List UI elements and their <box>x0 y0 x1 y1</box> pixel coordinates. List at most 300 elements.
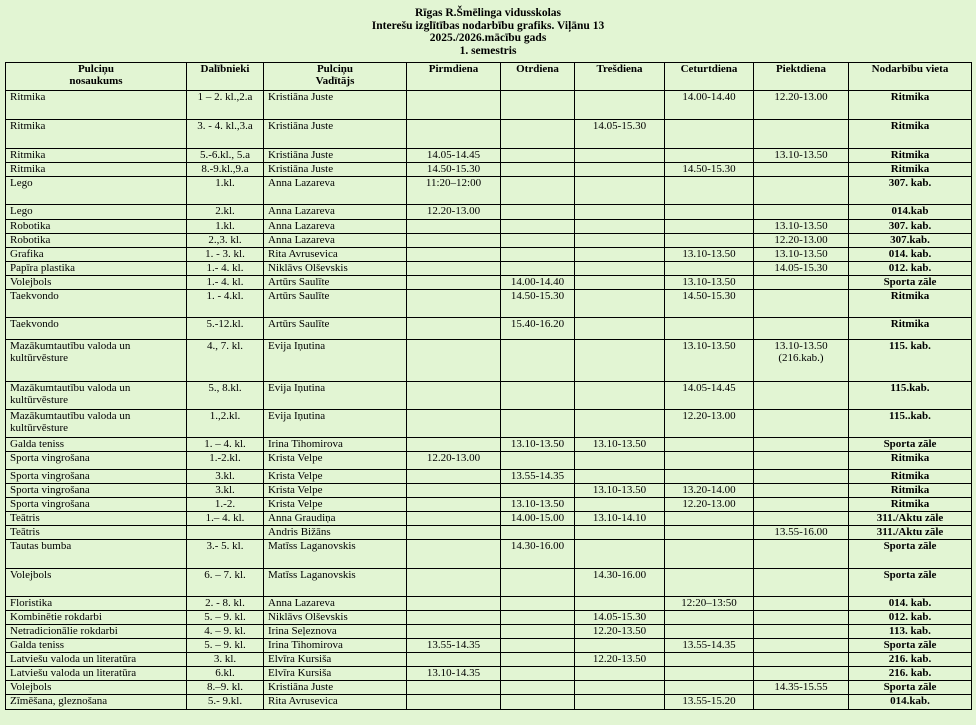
leader-cell: Artūrs Saulīte <box>264 290 407 318</box>
participants-cell: 5.-12.kl. <box>187 318 264 340</box>
friday-cell: 13.10-13.50 <box>754 149 849 163</box>
friday-cell: 13.55-16.00 <box>754 526 849 540</box>
friday-cell <box>754 540 849 569</box>
thursday-cell: 14.50-15.30 <box>665 163 754 177</box>
friday-cell <box>754 410 849 438</box>
location-cell: 115..kab. <box>849 410 972 438</box>
club-name-cell: Taekvondo <box>6 318 187 340</box>
col-header-participants: Dalībnieki <box>187 63 264 91</box>
participants-cell: 2.,3. kl. <box>187 234 264 248</box>
leader-cell: Evija Iņutina <box>264 340 407 382</box>
monday-cell <box>407 410 501 438</box>
wednesday-cell: 14.30-16.00 <box>575 569 665 597</box>
thursday-cell <box>665 177 754 205</box>
leader-cell: Artūrs Saulīte <box>264 276 407 290</box>
wednesday-cell <box>575 205 665 220</box>
participants-cell: 3.kl. <box>187 484 264 498</box>
club-name-cell: Latviešu valoda un literatūra <box>6 653 187 667</box>
tuesday-cell <box>501 234 575 248</box>
friday-cell <box>754 569 849 597</box>
col-header-monday: Pirmdiena <box>407 63 501 91</box>
participants-cell: 5., 8.kl. <box>187 382 264 410</box>
location-cell: 014. kab. <box>849 248 972 262</box>
monday-cell <box>407 290 501 318</box>
thursday-cell <box>665 262 754 276</box>
friday-cell <box>754 653 849 667</box>
monday-cell <box>407 438 501 452</box>
thursday-cell <box>665 120 754 149</box>
thursday-cell <box>665 625 754 639</box>
club-name-cell: Teātris <box>6 512 187 526</box>
friday-cell <box>754 120 849 149</box>
wednesday-cell <box>575 681 665 695</box>
wednesday-cell: 13.10-13.50 <box>575 438 665 452</box>
leader-cell: Irina Seļeznova <box>264 625 407 639</box>
location-cell: 014. kab. <box>849 597 972 611</box>
table-row <box>6 248 972 262</box>
leader-cell: Kristiāna Juste <box>264 149 407 163</box>
tuesday-cell <box>501 248 575 262</box>
club-name-cell: Mazākumtautību valoda un kultūrvēsture <box>6 410 187 438</box>
thursday-cell: 13.20-14.00 <box>665 484 754 498</box>
table-row <box>6 569 972 597</box>
thursday-cell: 14.05-14.45 <box>665 382 754 410</box>
wednesday-cell <box>575 498 665 512</box>
club-name-cell: Volejbols <box>6 681 187 695</box>
friday-cell <box>754 290 849 318</box>
monday-cell <box>407 611 501 625</box>
club-name-cell: Galda teniss <box>6 438 187 452</box>
participants-cell: 5.-6.kl., 5.a <box>187 149 264 163</box>
participants-cell: 1. - 3. kl. <box>187 248 264 262</box>
participants-cell: 8.-9.kl.,9.a <box>187 163 264 177</box>
monday-cell: 12.20-13.00 <box>407 205 501 220</box>
friday-cell: 13.10-13.50 <box>754 248 849 262</box>
table-row <box>6 611 972 625</box>
tuesday-cell <box>501 177 575 205</box>
monday-cell: 14.05-14.45 <box>407 149 501 163</box>
club-name-cell: Lego <box>6 205 187 220</box>
tuesday-cell: 13.10-13.50 <box>501 438 575 452</box>
friday-cell: 12.20-13.00 <box>754 234 849 248</box>
wednesday-cell <box>575 149 665 163</box>
friday-cell <box>754 512 849 526</box>
location-cell: 311./Aktu zāle <box>849 526 972 540</box>
monday-cell <box>407 120 501 149</box>
thursday-cell <box>665 205 754 220</box>
participants-cell: 1.– 4. kl. <box>187 512 264 526</box>
friday-cell <box>754 639 849 653</box>
friday-cell <box>754 382 849 410</box>
col-header-leader: Pulciņu Vadītājs <box>264 63 407 91</box>
monday-cell <box>407 318 501 340</box>
wednesday-cell <box>575 234 665 248</box>
table-row <box>6 498 972 512</box>
tuesday-cell: 15.40-16.20 <box>501 318 575 340</box>
wednesday-cell <box>575 177 665 205</box>
wednesday-cell <box>575 597 665 611</box>
wednesday-cell: 12.20-13.50 <box>575 653 665 667</box>
club-name-cell: Floristika <box>6 597 187 611</box>
table-row <box>6 290 972 318</box>
leader-cell: Kristiāna Juste <box>264 91 407 120</box>
wednesday-cell <box>575 220 665 234</box>
monday-cell <box>407 695 501 710</box>
school-year: 2025./2026.mācību gads <box>429 32 547 44</box>
participants-cell: 1.- 4. kl. <box>187 276 264 290</box>
col-header-friday: Piektdiena <box>754 63 849 91</box>
friday-cell <box>754 625 849 639</box>
location-cell: 307. kab. <box>849 177 972 205</box>
table-row <box>6 653 972 667</box>
location-cell: Ritmika <box>849 149 972 163</box>
location-cell: 216. kab. <box>849 653 972 667</box>
tuesday-cell: 14.30-16.00 <box>501 540 575 569</box>
tuesday-cell <box>501 526 575 540</box>
table-row <box>6 639 972 653</box>
leader-cell: Anna Graudiņa <box>264 512 407 526</box>
location-cell: 014.kab <box>849 205 972 220</box>
club-name-cell: Volejbols <box>6 276 187 290</box>
participants-cell: 8.–9. kl. <box>187 681 264 695</box>
monday-cell <box>407 220 501 234</box>
monday-cell <box>407 526 501 540</box>
header-row <box>6 63 972 91</box>
leader-cell: Anna Lazareva <box>264 597 407 611</box>
monday-cell: 13.10-14.35 <box>407 667 501 681</box>
leader-cell: Matīss Laganovskis <box>264 540 407 569</box>
participants-cell: 4. – 9. kl. <box>187 625 264 639</box>
participants-cell: 1.-2. <box>187 498 264 512</box>
participants-cell: 2.kl. <box>187 205 264 220</box>
leader-cell: Kristiāna Juste <box>264 120 407 149</box>
wednesday-cell <box>575 452 665 470</box>
leader-cell: Anna Lazareva <box>264 205 407 220</box>
club-name-cell: Grafika <box>6 248 187 262</box>
location-cell: 115. kab. <box>849 340 972 382</box>
friday-cell <box>754 163 849 177</box>
location-cell: Sporta zāle <box>849 639 972 653</box>
monday-cell <box>407 512 501 526</box>
monday-cell <box>407 248 501 262</box>
monday-cell <box>407 540 501 569</box>
leader-cell: Artūrs Saulīte <box>264 318 407 340</box>
tuesday-cell <box>501 91 575 120</box>
tuesday-cell: 13.55-14.35 <box>501 470 575 484</box>
club-name-cell: Sporta vingrošana <box>6 452 187 470</box>
participants-cell: 1.,2.kl. <box>187 410 264 438</box>
participants-cell: 1.- 4. kl. <box>187 262 264 276</box>
wednesday-cell <box>575 91 665 120</box>
thursday-cell <box>665 681 754 695</box>
leader-cell: Kristiāna Juste <box>264 163 407 177</box>
thursday-cell: 13.55-15.20 <box>665 695 754 710</box>
wednesday-cell <box>575 248 665 262</box>
table-row <box>6 512 972 526</box>
monday-cell <box>407 484 501 498</box>
monday-cell <box>407 262 501 276</box>
location-cell: Ritmika <box>849 452 972 470</box>
leader-cell: Elvīra Kursiša <box>264 667 407 681</box>
thursday-cell: 14.50-15.30 <box>665 290 754 318</box>
location-cell: 307. kab. <box>849 220 972 234</box>
thursday-cell <box>665 569 754 597</box>
thursday-cell: 13.10-13.50 <box>665 276 754 290</box>
wednesday-cell: 13.10-14.10 <box>575 512 665 526</box>
wednesday-cell: 13.10-13.50 <box>575 484 665 498</box>
club-name-cell: Netradicionālie rokdarbi <box>6 625 187 639</box>
document-header <box>0 0 976 57</box>
wednesday-cell: 14.05-15.30 <box>575 120 665 149</box>
table-row <box>6 340 972 382</box>
club-name-cell: Latviešu valoda un literatūra <box>6 667 187 681</box>
tuesday-cell: 13.10-13.50 <box>501 498 575 512</box>
leader-cell: Krista Velpe <box>264 452 407 470</box>
monday-cell <box>407 569 501 597</box>
friday-cell <box>754 470 849 484</box>
leader-cell: Kristiāna Juste <box>264 681 407 695</box>
leader-cell: Elvīra Kursiša <box>264 653 407 667</box>
monday-cell: 14.50-15.30 <box>407 163 501 177</box>
location-cell: Ritmika <box>849 498 972 512</box>
location-cell: Ritmika <box>849 484 972 498</box>
participants-cell: 3. kl. <box>187 653 264 667</box>
monday-cell <box>407 234 501 248</box>
thursday-cell: 12.20-13.00 <box>665 498 754 512</box>
wednesday-cell: 14.05-15.30 <box>575 611 665 625</box>
wednesday-cell <box>575 695 665 710</box>
club-name-cell: Mazākumtautību valoda un kultūrvēsture <box>6 382 187 410</box>
monday-cell <box>407 470 501 484</box>
participants-cell: 1. – 4. kl. <box>187 438 264 452</box>
participants-cell: 1.-2.kl. <box>187 452 264 470</box>
table-row <box>6 625 972 639</box>
tuesday-cell <box>501 120 575 149</box>
monday-cell: 13.55-14.35 <box>407 639 501 653</box>
thursday-cell <box>665 234 754 248</box>
club-name-cell: Robotika <box>6 220 187 234</box>
friday-cell <box>754 498 849 512</box>
thursday-cell <box>665 470 754 484</box>
leader-cell: Evija Iņutina <box>264 382 407 410</box>
table-row <box>6 410 972 438</box>
leader-cell: Irina Tihomirova <box>264 639 407 653</box>
leader-cell: Evija Iņutina <box>264 410 407 438</box>
table-row <box>6 91 972 120</box>
friday-cell <box>754 695 849 710</box>
table-row <box>6 318 972 340</box>
monday-cell <box>407 625 501 639</box>
monday-cell: 12.20-13.00 <box>407 452 501 470</box>
leader-cell: Niklāvs Olševskis <box>264 262 407 276</box>
location-cell: Ritmika <box>849 120 972 149</box>
wednesday-cell <box>575 470 665 484</box>
tuesday-cell <box>501 262 575 276</box>
friday-cell: 14.35-15.55 <box>754 681 849 695</box>
friday-cell <box>754 318 849 340</box>
club-name-cell: Taekvondo <box>6 290 187 318</box>
tuesday-cell <box>501 149 575 163</box>
thursday-cell: 12:20–13:50 <box>665 597 754 611</box>
tuesday-cell <box>501 452 575 470</box>
leader-cell: Rita Avrusevica <box>264 248 407 262</box>
participants-cell: 3.kl. <box>187 470 264 484</box>
location-cell: 115.kab. <box>849 382 972 410</box>
wednesday-cell <box>575 276 665 290</box>
table-row <box>6 177 972 205</box>
leader-cell: Krista Velpe <box>264 470 407 484</box>
wednesday-cell <box>575 639 665 653</box>
participants-cell <box>187 526 264 540</box>
friday-cell <box>754 484 849 498</box>
tuesday-cell <box>501 410 575 438</box>
table-row <box>6 484 972 498</box>
participants-cell: 1 – 2. kl.,2.a <box>187 91 264 120</box>
club-name-cell: Ritmika <box>6 149 187 163</box>
club-name-cell: Robotika <box>6 234 187 248</box>
wednesday-cell <box>575 410 665 438</box>
club-name-cell: Sporta vingrošana <box>6 470 187 484</box>
club-name-cell: Ritmika <box>6 120 187 149</box>
location-cell: Ritmika <box>849 290 972 318</box>
school-name: Rīgas R.Šmēlinga vidusskolas <box>414 7 562 19</box>
tuesday-cell <box>501 484 575 498</box>
thursday-cell <box>665 540 754 569</box>
table-row <box>6 149 972 163</box>
col-header-thursday: Ceturtdiena <box>665 63 754 91</box>
participants-cell: 2. - 8. kl. <box>187 597 264 611</box>
club-name-cell: Zīmēšana, gleznošana <box>6 695 187 710</box>
tuesday-cell <box>501 569 575 597</box>
tuesday-cell <box>501 653 575 667</box>
thursday-cell <box>665 149 754 163</box>
friday-cell <box>754 438 849 452</box>
leader-cell: Anna Lazareva <box>264 177 407 205</box>
wednesday-cell <box>575 540 665 569</box>
location-cell: 014.kab. <box>849 695 972 710</box>
tuesday-cell <box>501 163 575 177</box>
monday-cell <box>407 340 501 382</box>
tuesday-cell: 14.00-15.00 <box>501 512 575 526</box>
location-cell: 012. kab. <box>849 262 972 276</box>
participants-cell: 1. - 4.kl. <box>187 290 264 318</box>
club-name-cell: Sporta vingrošana <box>6 484 187 498</box>
wednesday-cell <box>575 382 665 410</box>
friday-cell <box>754 452 849 470</box>
thursday-cell <box>665 526 754 540</box>
club-name-cell: Galda teniss <box>6 639 187 653</box>
monday-cell <box>407 91 501 120</box>
table-row <box>6 695 972 710</box>
col-header-wednesday: Trešdiena <box>575 63 665 91</box>
location-cell: Sporta zāle <box>849 540 972 569</box>
friday-cell <box>754 205 849 220</box>
schedule-table <box>5 62 972 710</box>
thursday-cell <box>665 438 754 452</box>
friday-cell: 12.20-13.00 <box>754 91 849 120</box>
participants-cell: 6.kl. <box>187 667 264 681</box>
location-cell: 113. kab. <box>849 625 972 639</box>
leader-cell: Anna Lazareva <box>264 220 407 234</box>
tuesday-cell: 14.50-15.30 <box>501 290 575 318</box>
friday-cell <box>754 667 849 681</box>
location-cell: Sporta zāle <box>849 276 972 290</box>
schedule-title: Interešu izglītības nodarbību grafiks. Viļānu 13 <box>371 19 605 32</box>
wednesday-cell <box>575 262 665 276</box>
leader-cell: Irina Tihomirova <box>264 438 407 452</box>
table-row <box>6 262 972 276</box>
location-cell: 307.kab. <box>849 234 972 248</box>
table-row <box>6 163 972 177</box>
club-name-cell: Mazākumtautību valoda un kultūrvēsture <box>6 340 187 382</box>
leader-cell: Niklāvs Olševskis <box>264 611 407 625</box>
club-name-cell: Ritmika <box>6 163 187 177</box>
location-cell: 012. kab. <box>849 611 972 625</box>
club-name-cell: Tautas bumba <box>6 540 187 569</box>
location-cell: Sporta zāle <box>849 438 972 452</box>
location-cell: Ritmika <box>849 91 972 120</box>
monday-cell: 11:20–12:00 <box>407 177 501 205</box>
monday-cell <box>407 597 501 611</box>
tuesday-cell <box>501 681 575 695</box>
club-name-cell: Lego <box>6 177 187 205</box>
table-row <box>6 276 972 290</box>
tuesday-cell <box>501 625 575 639</box>
table-row <box>6 470 972 484</box>
tuesday-cell <box>501 340 575 382</box>
table-row <box>6 205 972 220</box>
thursday-cell: 13.55-14.35 <box>665 639 754 653</box>
location-cell: Sporta zāle <box>849 681 972 695</box>
col-header-location: Nodarbību vieta <box>849 63 972 91</box>
location-cell: Sporta zāle <box>849 569 972 597</box>
table-row <box>6 438 972 452</box>
friday-cell <box>754 177 849 205</box>
table-row <box>6 382 972 410</box>
tuesday-cell <box>501 695 575 710</box>
tuesday-cell <box>501 611 575 625</box>
location-cell: 311./Aktu zāle <box>849 512 972 526</box>
table-row <box>6 681 972 695</box>
leader-cell: Krista Velpe <box>264 484 407 498</box>
leader-cell: Anna Lazareva <box>264 234 407 248</box>
thursday-cell: 12.20-13.00 <box>665 410 754 438</box>
friday-cell <box>754 597 849 611</box>
thursday-cell <box>665 512 754 526</box>
thursday-cell <box>665 611 754 625</box>
table-row <box>6 526 972 540</box>
leader-cell: Krista Velpe <box>264 498 407 512</box>
thursday-cell: 13.10-13.50 <box>665 248 754 262</box>
thursday-cell <box>665 667 754 681</box>
tuesday-cell <box>501 639 575 653</box>
semester: 1. semestris <box>459 44 517 57</box>
col-header-tuesday: Otrdiena <box>501 63 575 91</box>
table-row <box>6 667 972 681</box>
tuesday-cell <box>501 597 575 611</box>
club-name-cell: Papīra plastika <box>6 262 187 276</box>
friday-cell: 13.10-13.50 (216.kab.) <box>754 340 849 382</box>
participants-cell: 5.- 9.kl. <box>187 695 264 710</box>
club-name-cell: Ritmika <box>6 91 187 120</box>
wednesday-cell <box>575 526 665 540</box>
thursday-cell: 14.00-14.40 <box>665 91 754 120</box>
thursday-cell: 13.10-13.50 <box>665 340 754 382</box>
tuesday-cell <box>501 220 575 234</box>
club-name-cell: Sporta vingrošana <box>6 498 187 512</box>
col-header-name: Pulciņu nosaukums <box>6 63 187 91</box>
wednesday-cell <box>575 340 665 382</box>
